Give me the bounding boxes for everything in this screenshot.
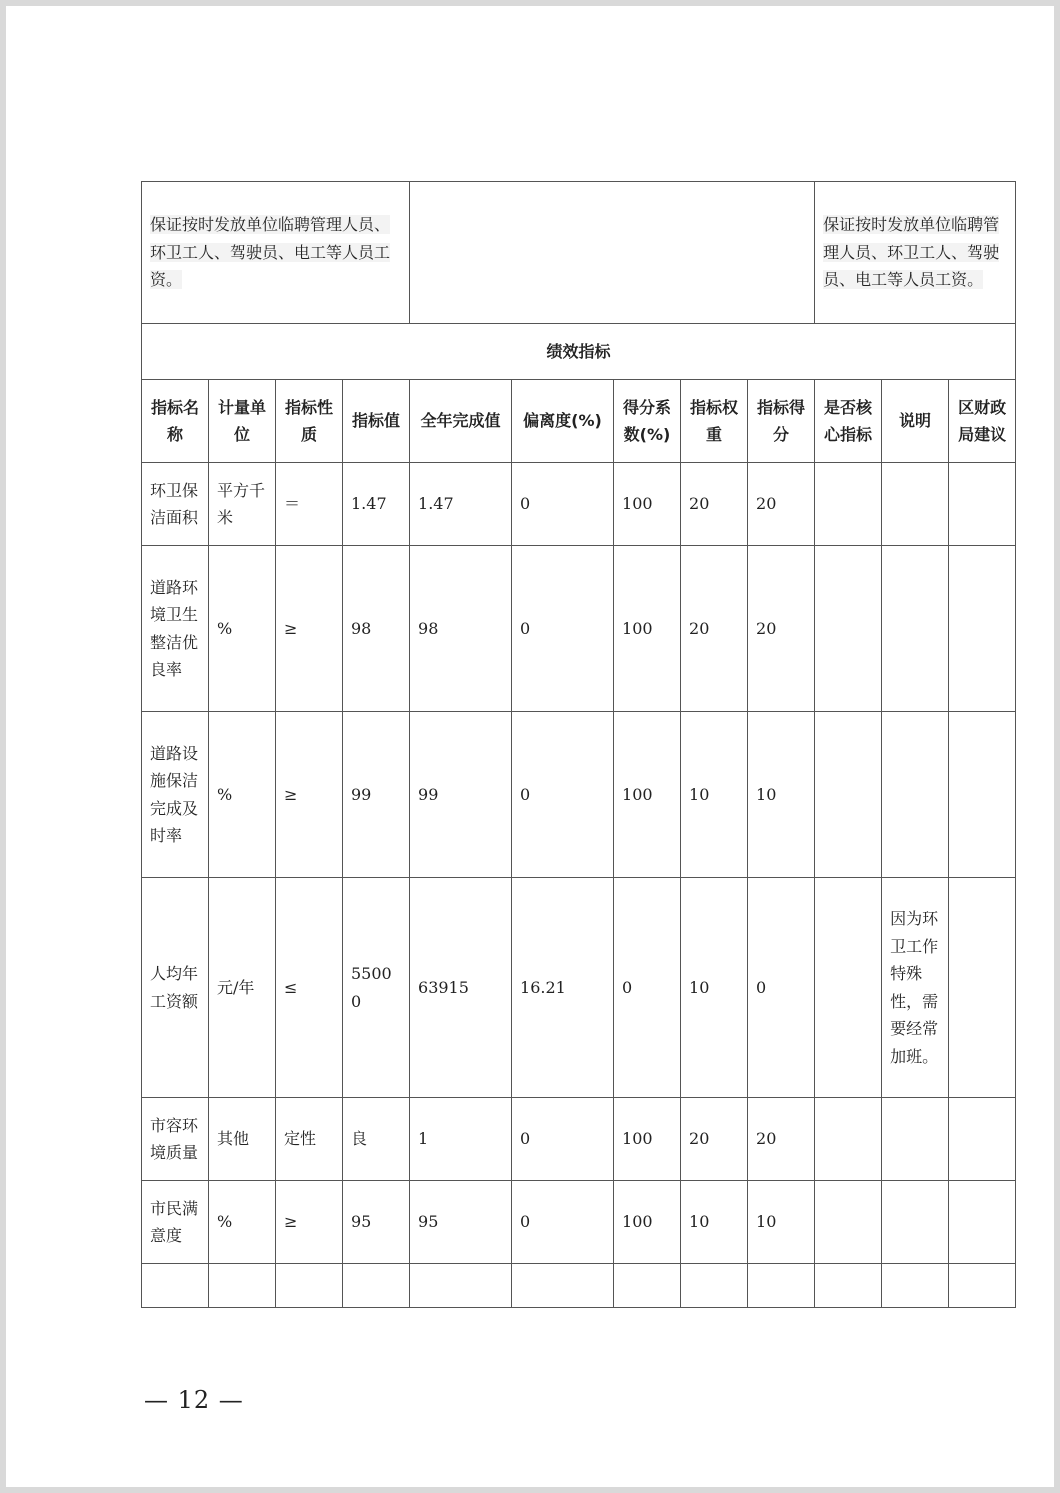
indicator-actual: 99 [410, 712, 512, 878]
indicator-note [882, 463, 949, 546]
indicator-core [815, 1181, 882, 1264]
goal-right-cell [815, 182, 1016, 324]
indicator-deviation: 0 [512, 546, 614, 712]
indicator-target: 55000 [343, 878, 410, 1098]
section-title-row [142, 324, 1016, 380]
indicator-weight: 20 [681, 1098, 748, 1181]
indicator-coefficient: 100 [614, 1181, 681, 1264]
indicator-coefficient: 100 [614, 712, 681, 878]
document-page [6, 6, 1054, 1487]
indicator-coefficient: 100 [614, 546, 681, 712]
table-row [142, 1181, 1016, 1264]
col-header: 指标性质 [276, 380, 343, 463]
indicator-suggestion [949, 878, 1016, 1098]
indicator-suggestion [949, 546, 1016, 712]
indicator-nature: ≥ [276, 712, 343, 878]
indicator-deviation: 0 [512, 1098, 614, 1181]
goal-left-text: 保证按时发放单位临聘管理人员、环卫工人、驾驶员、电工等人员工资。 [150, 215, 391, 290]
table-row [142, 712, 1016, 878]
indicator-core [815, 546, 882, 712]
empty-cell [209, 1264, 276, 1308]
empty-cell [614, 1264, 681, 1308]
page-number: — 12 — [144, 1386, 244, 1414]
indicator-suggestion [949, 1098, 1016, 1181]
table-row [142, 546, 1016, 712]
empty-cell [748, 1264, 815, 1308]
indicator-note [882, 712, 949, 878]
indicator-name: 环卫保洁面积 [142, 463, 209, 546]
indicator-target: 良 [343, 1098, 410, 1181]
indicator-note [882, 546, 949, 712]
col-header: 是否核心指标 [815, 380, 882, 463]
indicator-suggestion [949, 1181, 1016, 1264]
indicator-weight: 20 [681, 463, 748, 546]
col-header: 指标得分 [748, 380, 815, 463]
empty-cell [343, 1264, 410, 1308]
indicator-actual: 1 [410, 1098, 512, 1181]
indicator-target: 1.47 [343, 463, 410, 546]
goal-right-text: 保证按时发放单位临聘管理人员、环卫工人、驾驶员、电工等人员工资。 [823, 215, 1000, 290]
table-row [142, 463, 1016, 546]
empty-cell [815, 1264, 882, 1308]
col-header: 指标权重 [681, 380, 748, 463]
indicator-nature: ＝ [276, 463, 343, 546]
indicator-score: 0 [748, 878, 815, 1098]
performance-table [141, 181, 1016, 1308]
indicator-name: 市容环境质量 [142, 1098, 209, 1181]
indicator-unit: % [209, 546, 276, 712]
column-header-row [142, 380, 1016, 463]
indicator-nature: ≥ [276, 546, 343, 712]
indicator-nature: 定性 [276, 1098, 343, 1181]
indicator-actual: 95 [410, 1181, 512, 1264]
empty-cell [512, 1264, 614, 1308]
indicator-core [815, 712, 882, 878]
col-header: 得分系数(%) [614, 380, 681, 463]
indicator-name: 人均年工资额 [142, 878, 209, 1098]
col-header: 计量单位 [209, 380, 276, 463]
indicator-coefficient: 100 [614, 1098, 681, 1181]
indicator-note [882, 1098, 949, 1181]
indicator-score: 10 [748, 712, 815, 878]
section-title: 绩效指标 [142, 324, 1016, 380]
indicator-core [815, 1098, 882, 1181]
indicator-suggestion [949, 712, 1016, 878]
indicator-suggestion [949, 463, 1016, 546]
indicator-weight: 10 [681, 878, 748, 1098]
indicator-nature: ≥ [276, 1181, 343, 1264]
indicator-score: 20 [748, 546, 815, 712]
goal-description-row [142, 182, 1016, 324]
indicator-score: 20 [748, 1098, 815, 1181]
indicator-unit: % [209, 1181, 276, 1264]
empty-cell [142, 1264, 209, 1308]
indicator-deviation: 16.21 [512, 878, 614, 1098]
goal-left-cell [142, 182, 410, 324]
indicator-unit: 元/年 [209, 878, 276, 1098]
indicator-name: 市民满意度 [142, 1181, 209, 1264]
indicator-actual: 63915 [410, 878, 512, 1098]
indicator-name: 道路环境卫生整洁优良率 [142, 546, 209, 712]
empty-cell [276, 1264, 343, 1308]
col-header: 区财政局建议 [949, 380, 1016, 463]
col-header: 说明 [882, 380, 949, 463]
indicator-name: 道路设施保洁完成及时率 [142, 712, 209, 878]
indicator-note [882, 1181, 949, 1264]
goal-middle-cell [410, 182, 815, 324]
indicator-core [815, 878, 882, 1098]
indicator-note: 因为环卫工作特殊性，需要经常加班。 [882, 878, 949, 1098]
empty-cell [410, 1264, 512, 1308]
indicator-unit: % [209, 712, 276, 878]
indicator-deviation: 0 [512, 712, 614, 878]
col-header: 全年完成值 [410, 380, 512, 463]
col-header: 指标值 [343, 380, 410, 463]
empty-row [142, 1264, 1016, 1308]
indicator-unit: 其他 [209, 1098, 276, 1181]
indicator-core [815, 463, 882, 546]
indicator-coefficient: 0 [614, 878, 681, 1098]
table-row [142, 1098, 1016, 1181]
empty-cell [681, 1264, 748, 1308]
table-row [142, 878, 1016, 1098]
indicator-score: 20 [748, 463, 815, 546]
col-header: 偏离度(%) [512, 380, 614, 463]
indicator-weight: 10 [681, 1181, 748, 1264]
indicator-target: 99 [343, 712, 410, 878]
indicator-nature: ≤ [276, 878, 343, 1098]
empty-cell [882, 1264, 949, 1308]
indicator-deviation: 0 [512, 463, 614, 546]
indicator-coefficient: 100 [614, 463, 681, 546]
indicator-actual: 98 [410, 546, 512, 712]
col-header: 指标名称 [142, 380, 209, 463]
indicator-unit: 平方千米 [209, 463, 276, 546]
indicator-target: 95 [343, 1181, 410, 1264]
indicator-weight: 20 [681, 546, 748, 712]
indicator-weight: 10 [681, 712, 748, 878]
empty-cell [949, 1264, 1016, 1308]
indicator-deviation: 0 [512, 1181, 614, 1264]
indicator-score: 10 [748, 1181, 815, 1264]
indicator-target: 98 [343, 546, 410, 712]
indicator-actual: 1.47 [410, 463, 512, 546]
